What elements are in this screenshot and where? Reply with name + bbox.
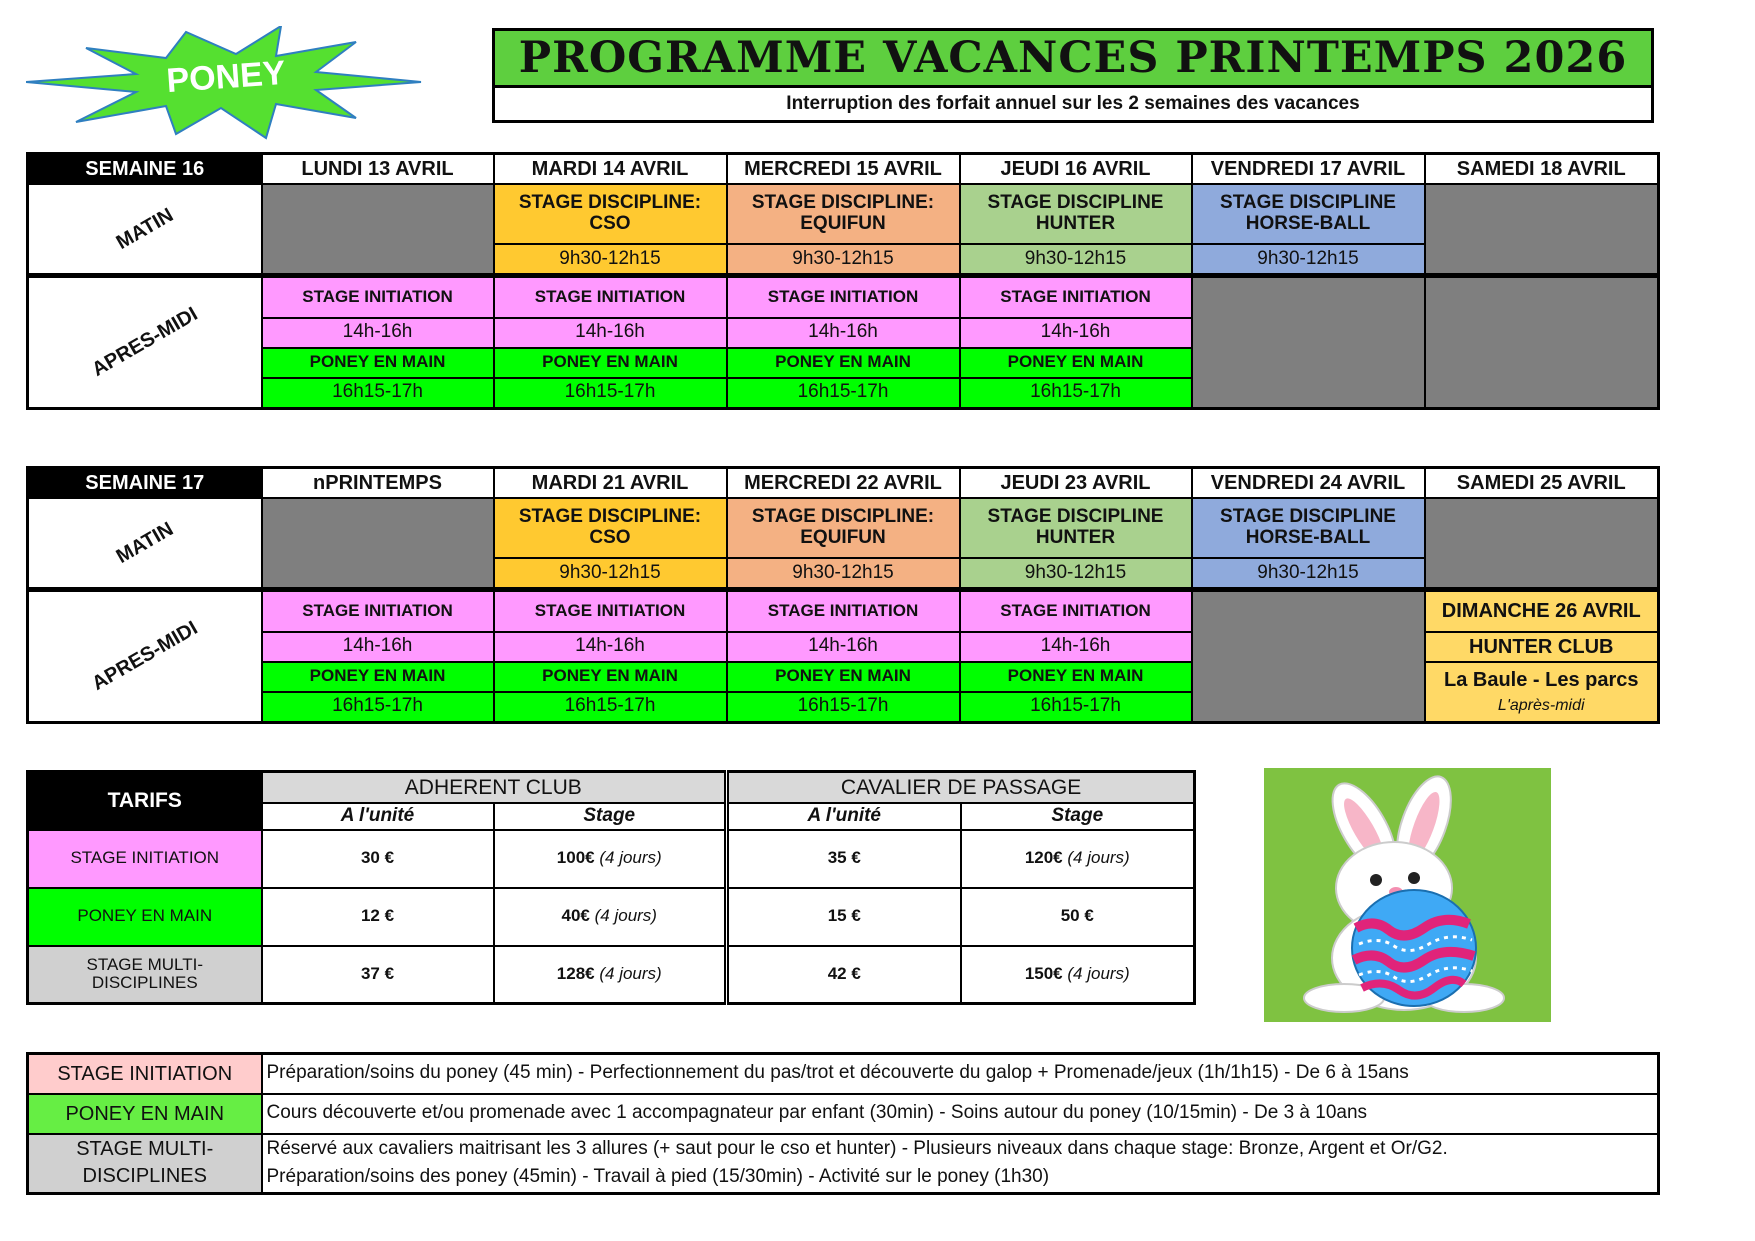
time-slot: 16h15-17h <box>727 378 960 409</box>
descriptions-table <box>26 1052 1660 1195</box>
afternoon-label: APRES-MIDI <box>88 302 202 381</box>
activity-poney-main: PONEY EN MAIN <box>960 348 1192 378</box>
day-header: MARDI 14 AVRIL <box>494 154 727 185</box>
time-slot: 9h30-12h15 <box>494 558 727 590</box>
time-slot: 14h-16h <box>960 318 1192 348</box>
col-stage: Stage <box>961 803 1195 830</box>
activity-equifun: STAGE DISCIPLINE: EQUIFUN <box>727 184 960 244</box>
afternoon-label-cell <box>28 276 262 409</box>
tarifs-table <box>26 770 1196 1005</box>
col-unit: A l'unité <box>262 803 494 830</box>
time-slot: 9h30-12h15 <box>1192 244 1425 276</box>
tarif-value: 150€ (4 jours) <box>961 946 1195 1004</box>
time-slot: 16h15-17h <box>727 692 960 723</box>
col-unit: A l'unité <box>727 803 961 830</box>
day-header: VENDREDI 24 AVRIL <box>1192 468 1425 499</box>
tarif-value: 128€ (4 jours) <box>494 946 727 1004</box>
group-passage: CAVALIER DE PASSAGE <box>727 772 1195 803</box>
morning-label-cell <box>28 498 262 590</box>
desc-name: PONEY EN MAIN <box>28 1094 262 1134</box>
day-header: JEUDI 23 AVRIL <box>960 468 1192 499</box>
title-banner <box>492 28 1654 88</box>
day-header: VENDREDI 17 AVRIL <box>1192 154 1425 185</box>
day-header: JEUDI 16 AVRIL <box>960 154 1192 185</box>
activity-poney-main: PONEY EN MAIN <box>960 662 1192 692</box>
empty-slot <box>1192 590 1425 723</box>
activity-initiation: STAGE INITIATION <box>262 276 494 318</box>
time-slot: 14h-16h <box>494 318 727 348</box>
sunday-event: HUNTER CLUB <box>1425 632 1659 662</box>
time-slot: 16h15-17h <box>262 692 494 723</box>
morning-label: MATIN <box>112 203 178 254</box>
time-slot: 9h30-12h15 <box>960 558 1192 590</box>
time-slot: 14h-16h <box>727 318 960 348</box>
time-slot: 9h30-12h15 <box>494 244 727 276</box>
activity-horseball: STAGE DISCIPLINE HORSE-BALL <box>1192 184 1425 244</box>
time-slot: 16h15-17h <box>960 692 1192 723</box>
tarif-name: STAGE INITIATION <box>28 830 262 888</box>
time-slot: 14h-16h <box>494 632 727 662</box>
day-header: MARDI 21 AVRIL <box>494 468 727 499</box>
tarif-value: 40€ (4 jours) <box>494 888 727 946</box>
time-slot: 9h30-12h15 <box>727 244 960 276</box>
empty-slot <box>1425 276 1659 409</box>
day-header: LUNDI 13 AVRIL <box>262 154 494 185</box>
empty-slot <box>1425 184 1659 276</box>
week-label: SEMAINE 17 <box>28 468 262 499</box>
activity-equifun: STAGE DISCIPLINE: EQUIFUN <box>727 498 960 558</box>
desc-name: STAGE INITIATION <box>28 1054 262 1094</box>
week16-table <box>26 152 1660 410</box>
desc-text: Préparation/soins du poney (45 min) - Perfectionnement du pas/trot et découverte du galop + Promenade/jeux (1h/1h15) - De 6 à 15ans <box>262 1054 1659 1094</box>
empty-slot <box>262 498 494 590</box>
activity-horseball: STAGE DISCIPLINE HORSE-BALL <box>1192 498 1425 558</box>
day-header: nPRINTEMPS <box>262 468 494 499</box>
week-label: SEMAINE 16 <box>28 154 262 185</box>
list-item <box>28 1054 1659 1094</box>
activity-cso: STAGE DISCIPLINE: CSO <box>494 184 727 244</box>
activity-poney-main: PONEY EN MAIN <box>727 662 960 692</box>
activity-initiation: STAGE INITIATION <box>960 276 1192 318</box>
activity-hunter: STAGE DISCIPLINE HUNTER <box>960 498 1192 558</box>
sunday-place: La Baule - Les parcs <box>1443 668 1639 691</box>
desc-text: Réservé aux cavaliers maitrisant les 3 allures (+ saut pour le cso et hunter) - Plusieurs niveaux dans chaque stage: Bronze, Argent et Or/G2. <box>266 1137 1448 1159</box>
tarif-value: 37 € <box>262 946 494 1004</box>
tarif-value: 50 € <box>961 888 1195 946</box>
time-slot: 16h15-17h <box>262 378 494 409</box>
desc-text-cell <box>262 1134 1659 1194</box>
morning-label-cell <box>28 184 262 276</box>
tarif-name: STAGE MULTI-DISCIPLINES <box>28 946 262 1004</box>
empty-slot <box>1192 276 1425 409</box>
desc-text: Préparation/soins des poney (45min) - Travail à pied (15/30min) - Activité sur le poney (1h30) <box>266 1166 1050 1188</box>
sunday-place-cell <box>1425 662 1659 723</box>
week17-table <box>26 466 1660 724</box>
bunny-egg-icon <box>1264 768 1551 1022</box>
empty-slot <box>1425 498 1659 590</box>
tarif-value: 30 € <box>262 830 494 888</box>
afternoon-label: APRES-MIDI <box>88 616 202 695</box>
afternoon-label-cell <box>28 590 262 723</box>
table-row <box>28 888 1195 946</box>
activity-hunter: STAGE DISCIPLINE HUNTER <box>960 184 1192 244</box>
activity-poney-main: PONEY EN MAIN <box>727 348 960 378</box>
time-slot: 9h30-12h15 <box>1192 558 1425 590</box>
group-adherent: ADHERENT CLUB <box>262 772 727 803</box>
tarif-value: 35 € <box>727 830 961 888</box>
time-slot: 16h15-17h <box>494 692 727 723</box>
tarif-value: 12 € <box>262 888 494 946</box>
activity-initiation: STAGE INITIATION <box>262 590 494 632</box>
day-header: MERCREDI 15 AVRIL <box>727 154 960 185</box>
desc-name: STAGE MULTI-DISCIPLINES <box>28 1134 262 1194</box>
list-item <box>28 1134 1659 1194</box>
activity-poney-main: PONEY EN MAIN <box>494 662 727 692</box>
page-subtitle: Interruption des forfait annuel sur les 2 semaines des vacances <box>786 93 1360 114</box>
table-row <box>28 946 1195 1004</box>
day-header: SAMEDI 18 AVRIL <box>1425 154 1659 185</box>
tarifs-label: TARIFS <box>28 772 262 830</box>
tarif-value: 15 € <box>727 888 961 946</box>
activity-poney-main: PONEY EN MAIN <box>262 662 494 692</box>
sunday-title: DIMANCHE 26 AVRIL <box>1425 590 1659 632</box>
time-slot: 9h30-12h15 <box>727 558 960 590</box>
activity-initiation: STAGE INITIATION <box>494 590 727 632</box>
list-item <box>28 1094 1659 1134</box>
time-slot: 14h-16h <box>262 318 494 348</box>
time-slot: 16h15-17h <box>494 378 727 409</box>
sunday-when: L'après-midi <box>1497 696 1585 714</box>
empty-slot <box>262 184 494 276</box>
activity-initiation: STAGE INITIATION <box>494 276 727 318</box>
easter-bunny-image <box>1264 768 1551 1022</box>
tarif-name: PONEY EN MAIN <box>28 888 262 946</box>
col-stage: Stage <box>494 803 727 830</box>
subtitle-bar <box>492 88 1654 123</box>
time-slot: 16h15-17h <box>960 378 1192 409</box>
desc-text: Cours découverte et/ou promenade avec 1 accompagnateur par enfant (30min) - Soins autour du poney (10/15min) - De 3 à 10ans <box>262 1094 1659 1134</box>
day-header: SAMEDI 25 AVRIL <box>1425 468 1659 499</box>
table-row <box>28 830 1195 888</box>
tarif-value: 100€ (4 jours) <box>494 830 727 888</box>
activity-initiation: STAGE INITIATION <box>727 276 960 318</box>
page-title: PROGRAMME VACANCES PRINTEMPS 2026 <box>518 33 1628 83</box>
time-slot: 14h-16h <box>727 632 960 662</box>
tarif-value: 42 € <box>727 946 961 1004</box>
activity-poney-main: PONEY EN MAIN <box>262 348 494 378</box>
activity-poney-main: PONEY EN MAIN <box>494 348 727 378</box>
activity-initiation: STAGE INITIATION <box>727 590 960 632</box>
poney-badge <box>26 26 422 140</box>
tarif-value: 120€ (4 jours) <box>961 830 1195 888</box>
day-header: MERCREDI 22 AVRIL <box>727 468 960 499</box>
time-slot: 14h-16h <box>262 632 494 662</box>
time-slot: 9h30-12h15 <box>960 244 1192 276</box>
morning-label: MATIN <box>112 517 178 568</box>
activity-cso: STAGE DISCIPLINE: CSO <box>494 498 727 558</box>
activity-initiation: STAGE INITIATION <box>960 590 1192 632</box>
badge-text: PONEY <box>165 53 287 101</box>
time-slot: 14h-16h <box>960 632 1192 662</box>
